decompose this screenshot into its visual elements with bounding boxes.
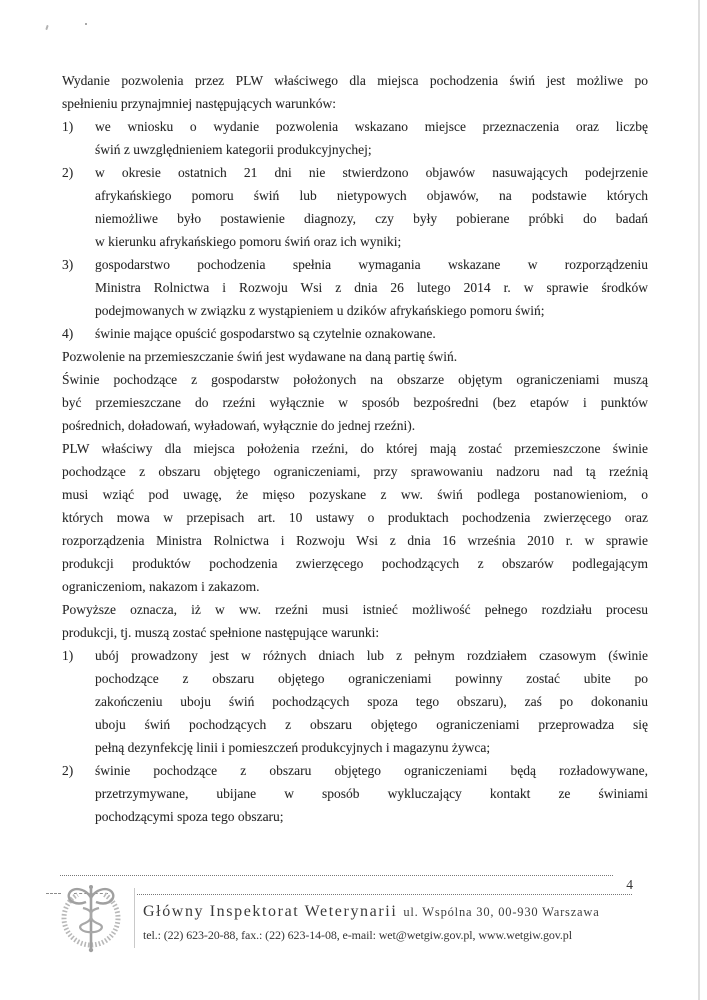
footer-dotted-rule-bottom <box>137 894 632 895</box>
text-line: świnie mające opuścić gospodarstwo są czytelnie oznakowane. <box>95 326 436 341</box>
text-line: pełną dezynfekcję linii i pomieszczeń produkcyjnych i magazynu żywca; <box>95 740 491 755</box>
text-line: produkcji produktów pochodzenia zwierzęcego pochodzących z obszarów podlegającym <box>62 556 648 571</box>
text-line: Powyższe oznacza, iż w ww. rzeźni musi istnieć możliwość pełnego rozdziału procesu <box>62 602 648 617</box>
text-line: pochodzące z obszaru objętego ograniczeniami powinny zostać ubite po <box>95 671 648 686</box>
text-line: pośrednich, doładowań, wyładowań, wyłącznie do jednej rzeźni). <box>62 418 416 433</box>
paragraph <box>62 437 648 598</box>
list-number: 3) <box>62 257 74 272</box>
list-item <box>62 759 648 828</box>
paragraph <box>62 345 648 368</box>
org-address: ul. Wspólna 30, 00-930 Warszawa <box>403 905 600 919</box>
text-line: gospodarstwo pochodzenia spełnia wymagania wskazane w rozporządzeniu <box>95 257 648 272</box>
scan-speck <box>45 25 48 30</box>
text-line: których mowa w przepisach art. 10 ustawy o produktach pochodzenia zwierzęcego oraz <box>62 510 648 525</box>
text-line: Pozwolenie na przemieszczanie świń jest wydawane na daną partię świń. <box>62 349 458 364</box>
text-line: niemożliwe było postawienie diagnozy, czy były pobierane próbki do badań <box>95 211 648 226</box>
text-line: musi wziąć pod uwagę, że mięso pozyskane z ww. świń podlega postanowieniom, o <box>62 487 648 502</box>
list-item <box>62 644 648 759</box>
list-item <box>62 322 648 345</box>
text-line: PLW właściwy dla miejsca położenia rzeźni, do której mają zostać przemieszczone świnie <box>62 441 648 456</box>
paragraph <box>62 69 648 115</box>
text-line: podejmowanych w związku z wystąpieniem u dzików afrykańskiego pomoru świń; <box>95 303 545 318</box>
list-number: 1) <box>62 119 74 134</box>
text-line: w kierunku afrykańskiego pomoru świń oraz ich wyniki; <box>95 234 402 249</box>
paragraph <box>62 598 648 644</box>
scan-edge-line <box>698 0 700 1000</box>
text-line: Ministra Rolnictwa i Rozwoju Wsi z dnia 26 lutego 2014 r. w sprawie środków <box>95 280 648 295</box>
text-line: pochodzące z obszaru objętego ograniczeniami, przy sprawowaniu nadzoru nad tą rzeźnią <box>62 464 648 479</box>
page-number: 4 <box>626 877 633 892</box>
paragraph <box>62 368 648 437</box>
text-line: świnie pochodzące z obszaru objętego ograniczeniami będą rozładowywane, <box>95 763 648 778</box>
list-item <box>62 115 648 161</box>
text-line: spełnieniu przynajmniej następujących warunków: <box>62 96 337 111</box>
text-line: ograniczeniom, nakazom i zakazom. <box>62 579 260 594</box>
text-line: we wniosku o wydanie pozwolenia wskazano miejsce przeznaczenia oraz liczbę <box>95 119 648 134</box>
document-text <box>62 69 648 828</box>
list-number: 2) <box>62 165 74 180</box>
text-line: świń z uwzględnieniem kategorii produkcyjnychej; <box>95 142 372 157</box>
list-item <box>62 253 648 322</box>
footer-contact-line: tel.: (22) 623-20-88, fax.: (22) 623-14-08, e-mail: wet@wetgiw.gov.pl, www.wetgiw.gov.pl <box>143 928 572 942</box>
text-line: Świnie pochodzące z gospodarstw położonych na obszarze objętym ograniczeniami muszą <box>62 372 648 387</box>
text-line: ubój prowadzony jest w różnych dniach lub z pełnym rozdziałem czasowym (świnie <box>95 648 648 663</box>
text-line: przetrzymywane, ubijane w sposób wykluczający kontakt ze świniami <box>95 786 648 801</box>
list-item <box>62 161 648 253</box>
text-line: rozporządzenia Ministra Rolnictwa i Rozwoju Wsi z dnia 16 września 2010 r. w sprawie <box>62 533 648 548</box>
text-line: uboju świń pochodzących z obszaru objętego ograniczeniami przeprowadza się <box>95 717 648 732</box>
text-line: produkcji, tj. muszą zostać spełnione następujące warunki: <box>62 625 380 640</box>
list-number: 4) <box>62 326 74 341</box>
footer-dotted-rule-top <box>60 875 613 876</box>
footer-vertical-divider <box>134 888 135 948</box>
scan-speck <box>85 23 87 25</box>
text-line: być przemieszczane do rzeźni wyłącznie w sposób bezpośredni (bez etapów i punktów <box>62 395 648 410</box>
text-line: zakończeniu uboju świń pochodzących spoza tego obszaru), zaś po dokonaniu <box>95 694 648 709</box>
list-number: 2) <box>62 763 74 778</box>
list-number: 1) <box>62 648 74 663</box>
footer-org-line <box>143 903 658 921</box>
org-name: Główny Inspektorat Weterynarii <box>143 903 398 920</box>
text-line: w okresie ostatnich 21 dni nie stwierdzono objawów nasuwających podejrzenie <box>95 165 648 180</box>
text-line: afrykańskiego pomoru świń lub nietypowych objawów, na podstawie których <box>95 188 648 203</box>
veterinary-caduceus-icon <box>56 884 126 956</box>
text-line: pochodzącymi spoza tego obszaru; <box>95 809 284 824</box>
text-line: Wydanie pozwolenia przez PLW właściwego dla miejsca pochodzenia świń jest możliwe po <box>62 73 648 88</box>
